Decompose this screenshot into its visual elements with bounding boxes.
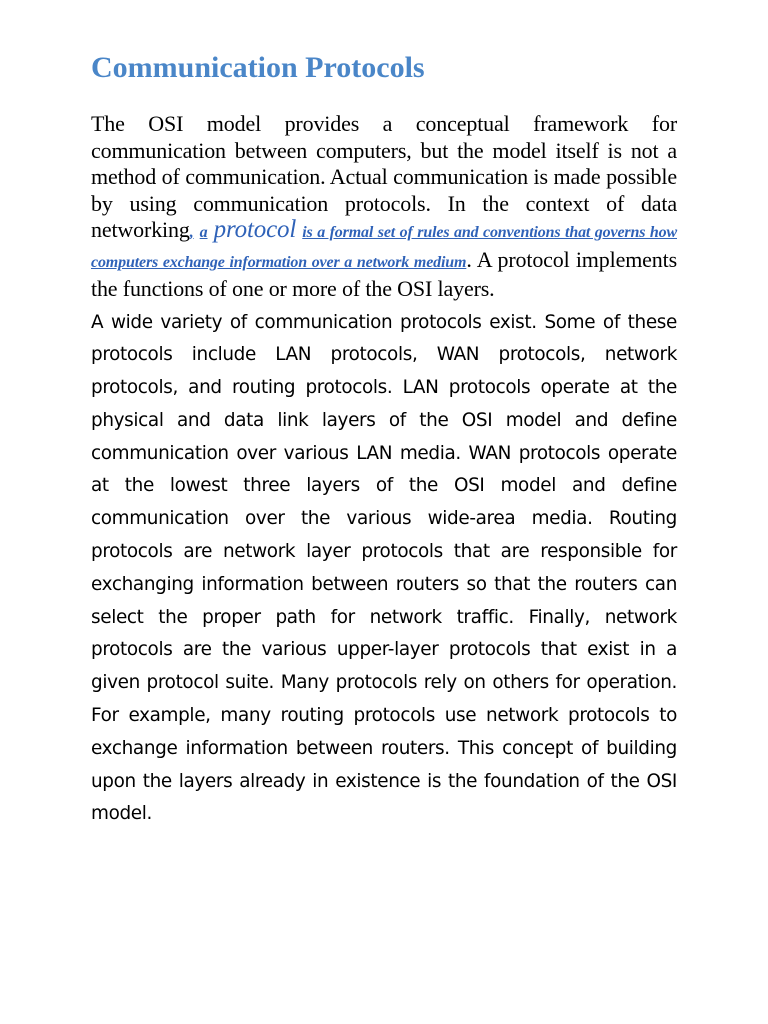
definition-text[interactable]: is a formal set of rules and conventions that governs how computers exchange information over a network medium: [91, 224, 677, 271]
intro-paragraph: [91, 111, 677, 303]
page-title: Communication Protocols: [91, 51, 425, 84]
body-paragraph: A wide variety of communication protocols exist. Some of these protocols include LAN protocols, WAN protocols, network protocols, and routing protocols. LAN protocols operate at the physical and data link layers of the OSI model and define communication over various LAN media. WAN protocols operate at the lowest three layers of the OSI model and define communication over the various wide-area media. Routing protocols are network layer protocols that are responsible for exchanging information between routers so that the routers can select the proper path for network traffic. Finally, network protocols are the various upper-layer protocols that exist in a given protocol suite. Many protocols rely on others for operation. For example, many routing protocols use network protocols to exchange information between routers. This concept of building upon the layers already in existence is the foundation of the OSI model.: [91, 311, 677, 825]
definition-comma: ,: [189, 224, 194, 241]
definition-term: protocol: [213, 216, 297, 243]
document-page: [91, 48, 677, 831]
outro-text: . A protocol implements the functions of one or more of the OSI layers.: [91, 246, 677, 301]
intro-text: The OSI model provides a conceptual framework for communication between computers, but the model itself is not a method of communication. Actual communication is made possible by using communication protocols. In the context of data networking: [91, 111, 677, 242]
definition-article: a: [199, 224, 208, 241]
